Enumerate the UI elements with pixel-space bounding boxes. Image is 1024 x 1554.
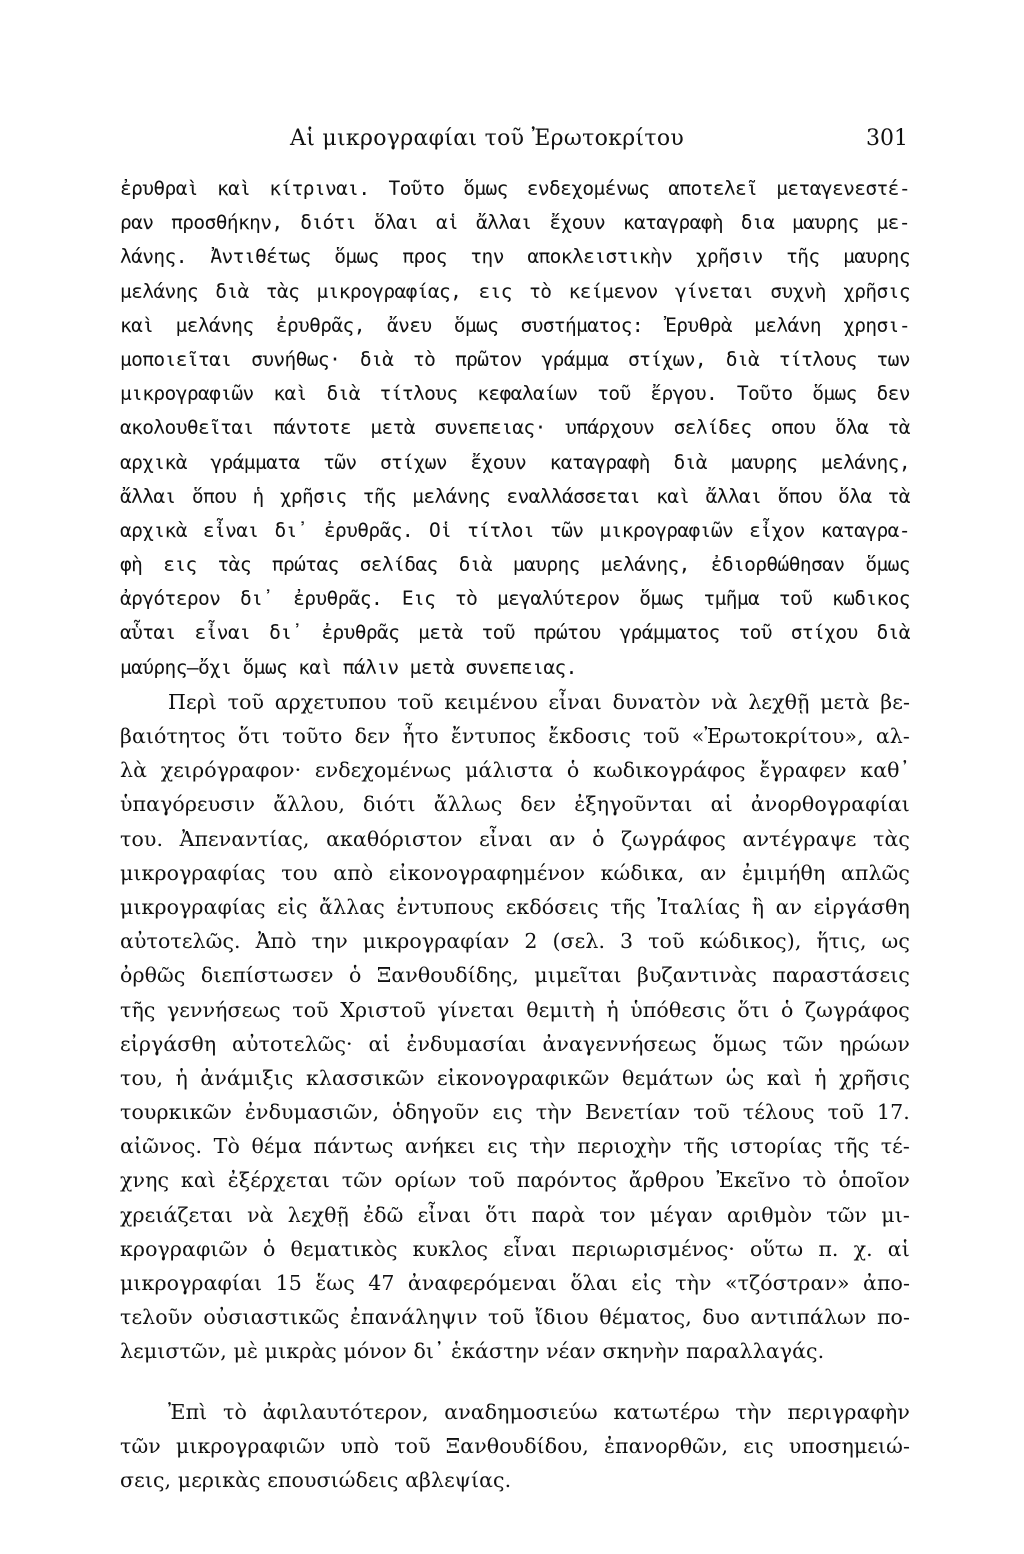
- text-line: χρειάζεται νὰ λεχθῇ ἐδῶ εἶναι ὅτι παρὰ τον μέγαν αριθμὸν τῶν μι-: [120, 1202, 910, 1227]
- text-line: μαύρης—ὄχι ὅμως καὶ πάλιν μετὰ συνεπειας.: [120, 655, 577, 679]
- text-line: εἰργάσθη αὐτοτελῶς· αἱ ἐνδυμασίαι ἀναγεννήσεως ὅμως τῶν ηρώων: [120, 1031, 910, 1056]
- paragraph-3: [120, 1395, 910, 1498]
- text-line: Περὶ τοῦ αρχετυπου τοῦ κειμένου εἶναι δυνατὸν νὰ λεχθῇ μετὰ βε-: [168, 689, 910, 714]
- text-line: του. Ἀπεναντίας, ακαθόριστον εἶναι αν ὁ ζωγράφος αντέγραψε τὰς: [120, 826, 910, 851]
- text-line: ἐρυθραὶ καὶ κίτριναι. Τοῦτο ὅμως ενδεχομένως αποτελεῖ μεταγενεστέ-: [120, 177, 910, 200]
- text-line: ἀργότερον δι᾽ ἐρυθρᾶς. Εις τὸ μεγαλύτερον ὅμως τμῆμα τοῦ κωδικος: [120, 587, 910, 611]
- text-line: ὑπαγόρευσιν ἄλλου, διότι ἄλλως δεν ἐξηγοῦνται αἱ ἀνορθογραφίαι: [120, 792, 910, 817]
- text-line: λεμιστῶν, μὲ μικρὰς μόνον δι᾽ ἑκάστην νέαν σκηνὴν παραλλαγάς.: [120, 1339, 825, 1364]
- text-line: φὴ εις τὰς πρώτας σελίδας διὰ μαυρης μελάνης, ἐδιορθώθησαν ὅμως: [120, 553, 910, 577]
- text-line: τελοῦν οὐσιαστικῶς ἐπανάληψιν τοῦ ἴδιου θέματος, δυο αντιπάλων πο-: [120, 1305, 910, 1330]
- text-line: του, ἡ ἀνάμιξις κλασσικῶν εἰκονογραφικῶν θεμάτων ὡς καὶ ἡ χρῆσις: [120, 1065, 910, 1090]
- page-number: 301: [866, 126, 908, 151]
- text-line: τῶν μικρογραφιῶν υπὸ τοῦ Ξανθουδίδου, ἐπανορθῶν, εις υποσημειώ-: [120, 1433, 910, 1458]
- text-line: μικρογραφίαι 15 ἕως 47 ἀναφερόμεναι ὅλαι εἰς τὴν «τζόστραν» ἀπο-: [120, 1271, 910, 1295]
- running-title: Αἱ μικρογραφίαι τοῦ Ἐρωτοκρίτου: [290, 126, 685, 151]
- text-line: τουρκικῶν ἐνδυμασιῶν, ὁδηγοῦν εις τὴν Βενετίαν τοῦ τέλους τοῦ 17.: [120, 1100, 910, 1125]
- text-line: αὗται εἶναι δι᾽ ἐρυθρᾶς μετὰ τοῦ πρώτου γράμματος τοῦ στίχου διὰ: [120, 621, 910, 645]
- text-line: αρχικὰ εἶναι δι᾽ ἐρυθρᾶς. Οἱ τίτλοι τῶν μικρογραφιῶν εἶχον καταγρα-: [120, 518, 910, 542]
- text-line: Ἐπὶ τὸ ἀφιλαυτότερον, αναδημοσιεύω κατωτέρω τὴν περιγραφὴν: [168, 1399, 910, 1424]
- paragraph-1: [120, 172, 910, 685]
- text-line: μελάνης διὰ τὰς μικρογραφίας, εις τὸ κείμενον γίνεται συχνὴ χρῆσις: [120, 279, 910, 303]
- text-line: ακολουθεῖται πάντοτε μετὰ συνεπειας· υπάρχουν σελίδες οπου ὅλα τὰ: [120, 416, 910, 440]
- text-line: μοποιεῖται συνήθως· διὰ τὸ πρῶτον γράμμα στίχων, διὰ τίτλους των: [120, 347, 910, 371]
- text-line: ραν προσθήκην, διότι ὅλαι αἱ ἄλλαι ἔχουν καταγραφὴ δια μαυρης με-: [120, 211, 910, 235]
- text-line: χνης καὶ ἐξέρχεται τῶν ορίων τοῦ παρόντος ἄρθρου Ἐκεῖνο τὸ ὁποῖον: [120, 1168, 910, 1193]
- body-text: [120, 172, 910, 1497]
- text-line: μικρογραφίας εἰς ἄλλας ἐντυπους εκδόσεις τῆς Ἰταλίας ἢ αν εἰργάσθη: [120, 894, 910, 919]
- running-head: [120, 124, 908, 154]
- text-line: μικρογραφίας του απὸ εἰκονογραφημένον κώδικα, αν ἐμιμήθη απλῶς: [120, 860, 910, 885]
- paragraph-2: [120, 685, 910, 1369]
- text-line: ἄλλαι ὅπου ἡ χρῆσις τῆς μελάνης εναλλάσσεται καὶ ἄλλαι ὅπου ὅλα τὰ: [120, 484, 910, 508]
- text-line: κρογραφιῶν ὁ θεματικὸς κυκλος εἶναι περιωρισμένος· οὕτω π. χ. αἱ: [120, 1236, 910, 1261]
- text-line: μικρογραφιῶν καὶ διὰ τίτλους κεφαλαίων τοῦ ἔργου. Τοῦτο ὅμως δεν: [120, 382, 910, 406]
- text-line: σεις, μερικὰς επουσιώδεις αβλεψίας.: [120, 1467, 512, 1492]
- text-line: τῆς γεννήσεως τοῦ Χριστοῦ γίνεται θεμιτὴ ἡ ὑπόθεσις ὅτι ὁ ζωγράφος: [120, 997, 910, 1022]
- text-line: αὐτοτελῶς. Ἀπὸ την μικρογραφίαν 2 (σελ. 3 τοῦ κώδικος), ἥτις, ως: [120, 929, 910, 954]
- text-line: λάνης. Ἀντιθέτως ὅμως προς την αποκλειστικὴν χρῆσιν τῆς μαυρης: [120, 245, 910, 269]
- text-line: καὶ μελάνης ἐρυθρᾶς, ἄνευ ὅμως συστήματος: Ἐρυθρὰ μελάνη χρησι-: [120, 313, 910, 337]
- text-line: αἰῶνος. Τὸ θέμα πάντως ανήκει εις τὴν περιοχὴν τῆς ιστορίας τῆς τέ-: [120, 1134, 910, 1159]
- text-line: ὀρθῶς διεπίστωσεν ὁ Ξανθουδίδης, μιμεῖται βυζαντινὰς παραστάσεις: [120, 963, 910, 988]
- text-line: αρχικὰ γράμματα τῶν στίχων ἔχουν καταγραφὴ διὰ μαυρης μελάνης,: [120, 450, 910, 474]
- text-line: βαιότητος ὅτι τοῦτο δεν ἦτο ἔντυπος ἔκδοσις τοῦ «Ἐρωτοκρίτου», αλ-: [120, 724, 910, 748]
- text-line: λὰ χειρόγραφον· ενδεχομένως μάλιστα ὁ κωδικογράφος ἔγραφεν καθ᾽: [120, 758, 910, 783]
